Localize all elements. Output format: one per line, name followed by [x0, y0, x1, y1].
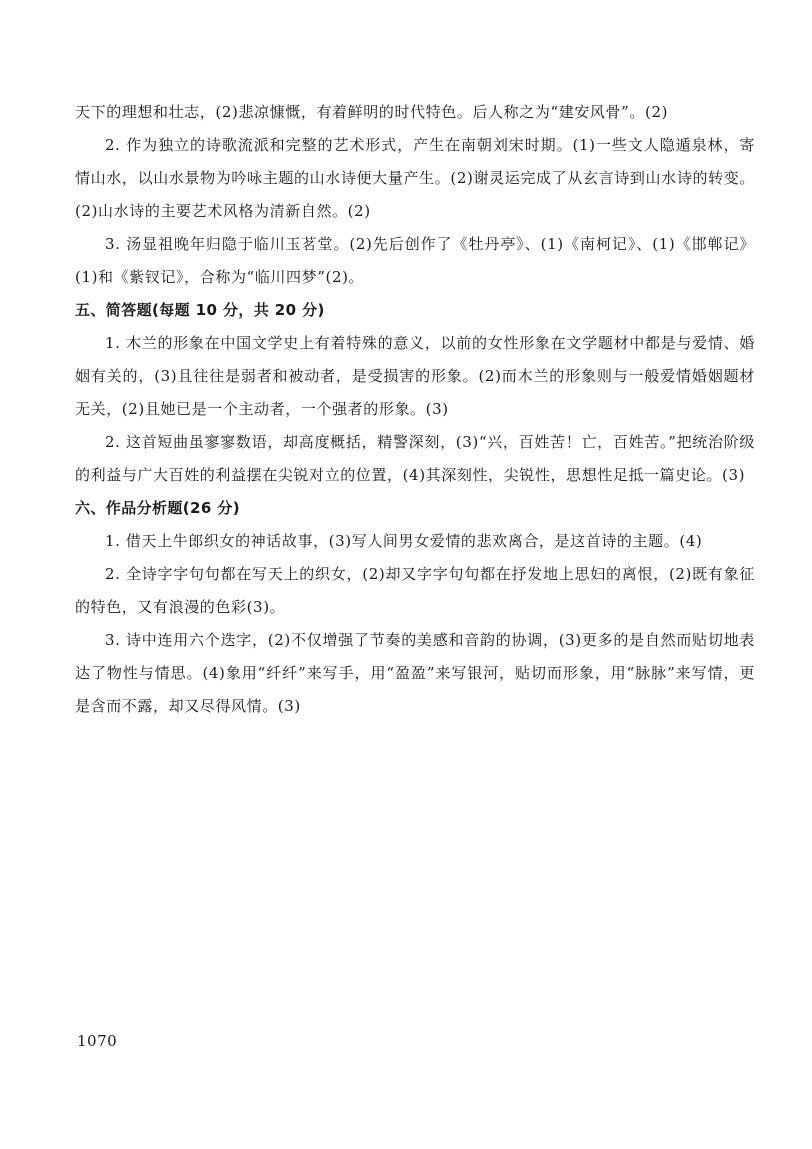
answer-item-6-2: 2. 全诗字字句句都在写天上的织女，(2)却又字字句句都在抒发地上思妇的离恨，(2)既有象征的特色，又有浪漫的色彩(3)。 — [75, 565, 755, 616]
answer-item-5-2: 2. 这首短曲虽寥寥数语，却高度概括，精警深刻，(3)“兴，百姓苦！亡，百姓苦。”把统治阶级的利益与广大百姓的利益摆在尖锐对立的位置，(4)其深刻性，尖锐性，思想性足抵一篇史论。(3) — [75, 433, 755, 484]
answer-continuation: 天下的理想和壮志，(2)悲凉慷慨，有着鲜明的时代特色。后人称之为“建安风骨”。(2) — [75, 103, 669, 121]
answer-item-6-3: 3. 诗中连用六个迭字，(2)不仅增强了节奏的美感和音韵的协调，(3)更多的是自然而贴切地表达了物性与情思。(4)象用“纤纤”来写手，用“盈盈”来写银河，贴切而形象，用“脉脉”来写情，更是含而不露，却又尽得风情。(3) — [75, 631, 755, 715]
answer-item-6-1: 1. 借天上牛郎织女的神话故事，(3)写人间男女爱情的悲欢离合，是这首诗的主题。(4) — [105, 532, 703, 550]
section-heading-work-analysis: 六、作品分析题(26 分) — [75, 499, 241, 517]
answer-item-4-2: 2. 作为独立的诗歌流派和完整的艺术形式，产生在南朝刘宋时期。(1)一些文人隐遁泉林，寄情山水，以山水景物为吟咏主题的山水诗便大量产生。(2)谢灵运完成了从玄言诗到山水诗的转变。(2)山水诗的主要艺术风格为清新自然。(2) — [75, 136, 755, 220]
document-body — [75, 96, 755, 723]
answer-item-4-3: 3. 汤显祖晚年归隐于临川玉茗堂。(2)先后创作了《牡丹亭》、(1)《南柯记》、(1)《邯郸记》(1)和《紫钗记》，合称为“临川四梦”(2)。 — [75, 235, 755, 286]
answer-item-5-1: 1. 木兰的形象在中国文学史上有着特殊的意义，以前的女性形象在文学题材中都是与爱情、婚姻有关的，(3)且往往是弱者和被动者，是受损害的形象。(2)而木兰的形象则与一般爱情婚姻题材无关，(2)且她已是一个主动者，一个强者的形象。(3) — [75, 334, 755, 418]
page-number: 1070 — [77, 1032, 118, 1050]
section-heading-short-answer: 五、简答题(每题 10 分，共 20 分) — [75, 301, 325, 319]
